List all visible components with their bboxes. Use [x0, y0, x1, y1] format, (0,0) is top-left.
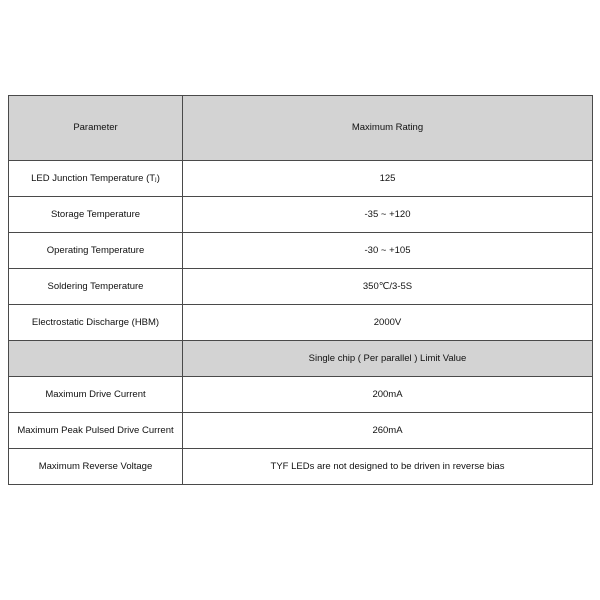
value-cell: TYF LEDs are not designed to be driven in reverse bias: [183, 449, 593, 485]
value-cell: 2000V: [183, 305, 593, 341]
table-row: [9, 305, 593, 341]
param-cell: Electrostatic Discharge (HBM): [9, 305, 183, 341]
value-cell: 260mA: [183, 413, 593, 449]
param-cell: Maximum Drive Current: [9, 377, 183, 413]
table-row: [9, 233, 593, 269]
value-cell: 125: [183, 161, 593, 197]
table-row: [9, 161, 593, 197]
value-cell: 200mA: [183, 377, 593, 413]
param-cell: Storage Temperature: [9, 197, 183, 233]
table-row: [9, 377, 593, 413]
param-cell: Soldering Temperature: [9, 269, 183, 305]
header-parameter: Parameter: [9, 96, 183, 161]
table-row: [9, 269, 593, 305]
table-subheader-row: [9, 341, 593, 377]
value-cell: -35 ~ +120: [183, 197, 593, 233]
header-maximum-rating: Maximum Rating: [183, 96, 593, 161]
maximum-ratings-table: [8, 95, 593, 485]
subheader-limit-value: Single chip ( Per parallel ) Limit Value: [183, 341, 593, 377]
param-cell: Maximum Reverse Voltage: [9, 449, 183, 485]
table-row: [9, 449, 593, 485]
table-row: [9, 413, 593, 449]
value-cell: 350℃/3-5S: [183, 269, 593, 305]
param-cell: Maximum Peak Pulsed Drive Current: [9, 413, 183, 449]
value-cell: -30 ~ +105: [183, 233, 593, 269]
subheader-parameter: [9, 341, 183, 377]
param-cell: LED Junction Temperature (Tⱼ): [9, 161, 183, 197]
table-header-row: [9, 96, 593, 161]
param-cell: Operating Temperature: [9, 233, 183, 269]
table-row: [9, 197, 593, 233]
